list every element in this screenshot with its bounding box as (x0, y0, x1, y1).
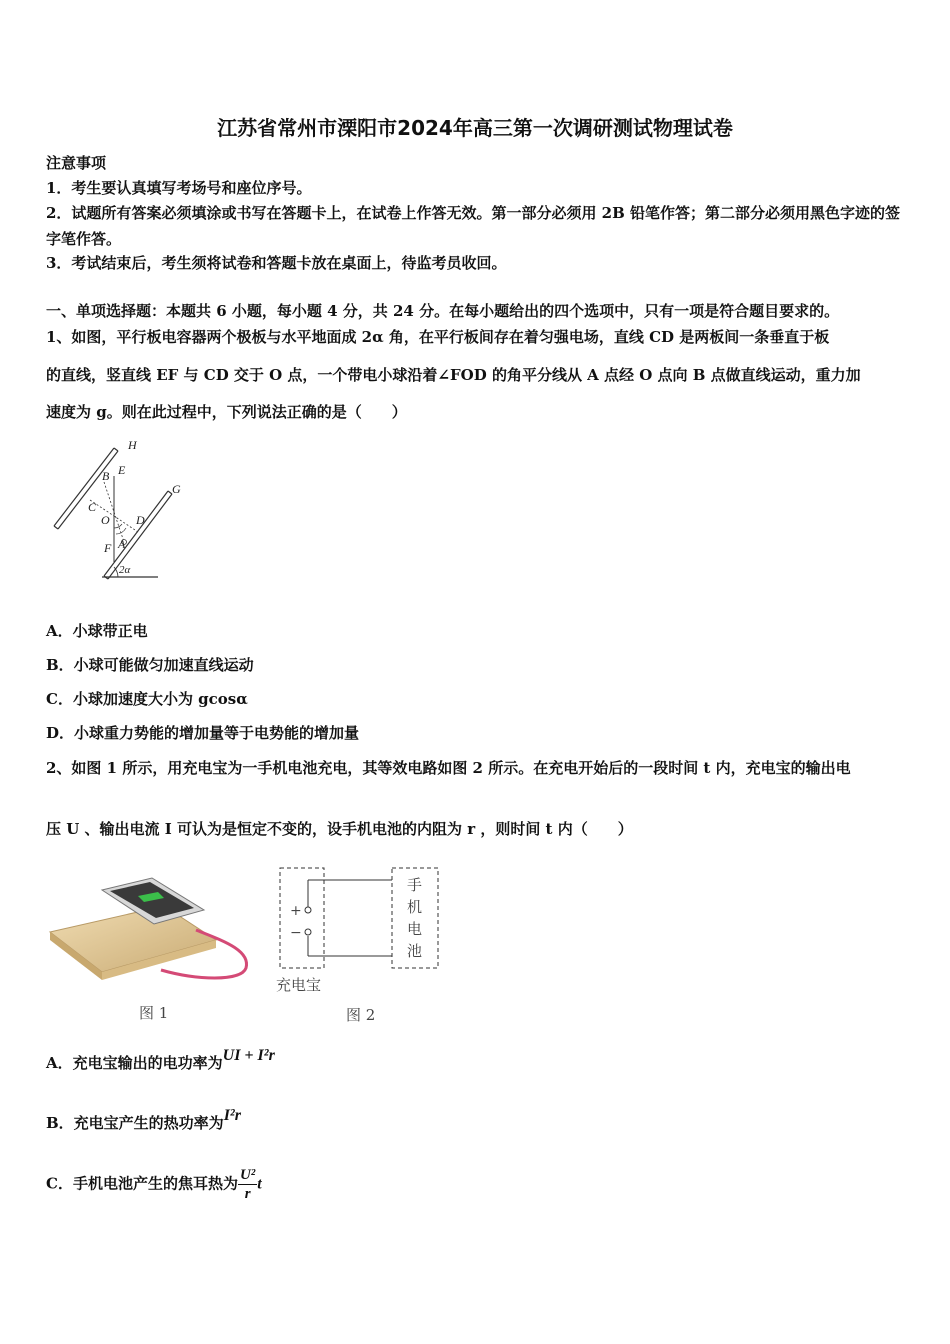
fig1-caption: 图 1 (139, 1004, 169, 1022)
q2-option-a-expr: UI + I²r (222, 1047, 275, 1064)
powerbank-label: 充电宝 (276, 976, 322, 994)
plus-sign: + (290, 903, 302, 919)
notice-item-1: 1．考生要认真填写考场号和座位序号。 (46, 179, 312, 197)
q2-text-line1: 2、如图 1 所示，用充电宝为一手机电池充电，其等效电路如图 2 所示。在充电开始后的一段时间 t 内，充电宝的输出电 (46, 759, 851, 777)
label-a: A (118, 537, 126, 551)
q2-option-b[interactable] (46, 1107, 241, 1133)
notice-item-3: 3．考试结束后，考生须将试卷和答题卡放在桌面上，待监考员收回。 (46, 254, 507, 272)
label-f: F (104, 541, 112, 555)
q1-option-d[interactable]: D．小球重力势能的增加量等于电势能的增加量 (46, 724, 360, 742)
fig2-caption: 图 2 (346, 1006, 376, 1024)
label-d: D (136, 513, 145, 527)
q2-option-c-fraction (238, 1166, 257, 1203)
q2-text-line2: 压 U 、输出电流 I 可认为是恒定不变的，设手机电池的内阻为 r ，则时间 t 内（ ） (46, 820, 633, 838)
q2-option-c-tail: t (257, 1175, 262, 1193)
page-title: 江苏省常州市溧阳市2024年高三第一次调研测试物理试卷 (217, 116, 733, 140)
label-2alpha: 2α (119, 564, 131, 576)
battery-char-4: 池 (407, 942, 423, 960)
fraction-denominator: r (244, 1186, 251, 1202)
notice-heading: 注意事项 (46, 154, 107, 172)
minus-sign: − (290, 925, 302, 941)
battery-char-2: 机 (407, 898, 423, 916)
q1-capacitor-diagram (46, 436, 196, 584)
q2-option-b-text: B．充电宝产生的热功率为 (46, 1114, 224, 1132)
q2-option-c[interactable] (46, 1166, 262, 1203)
terminal-plus (305, 907, 311, 913)
battery-char-1: 手 (407, 876, 423, 894)
notice-item-2: 2．试题所有答案必须填涂或书写在答题卡上，在试卷上作答无效。第一部分必须用 2B 铅笔作答；第二部分必须用黑色字迹的签字笔作答。 (46, 204, 901, 248)
q1-option-c[interactable]: C．小球加速度大小为 gcosα (46, 690, 248, 708)
label-b: B (102, 469, 110, 483)
q2-option-a[interactable] (46, 1047, 275, 1073)
q2-option-a-text: A．充电宝输出的电功率为 (46, 1054, 223, 1072)
powerbank-body (50, 906, 216, 972)
label-c: C (88, 500, 97, 514)
label-g: G (172, 482, 181, 496)
label-e: E (118, 463, 126, 477)
section-heading: 一、单项选择题：本题共 6 小题，每小题 4 分，共 24 分。在每小题给出的四个选项中，只有一项是符合题目要求的。 (46, 302, 840, 320)
terminal-minus (305, 929, 311, 935)
q2-option-c-text: C．手机电池产生的焦耳热为 (46, 1174, 238, 1193)
battery-char-3: 电 (407, 920, 423, 938)
label-o: O (101, 513, 110, 527)
q1-option-a[interactable]: A．小球带正电 (46, 622, 148, 640)
q1-text-line2: 的直线，竖直线 EF 与 CD 交于 O 点，一个带电小球沿着∠FOD 的角平分线从 A 点经 O 点向 B 点做直线运动，重力加 (46, 366, 861, 384)
q2-figure-1-powerbank-photo (46, 870, 261, 1030)
powerbank-box (280, 868, 324, 968)
fraction-numerator: U² (239, 1167, 256, 1183)
label-h: H (128, 438, 137, 452)
q1-option-b[interactable]: B．小球可能做匀加速直线运动 (46, 656, 254, 674)
q2-figure-2-circuit (270, 862, 450, 1030)
q1-text-line3: 速度为 g。则在此过程中，下列说法正确的是（ ） (46, 403, 407, 421)
q1-text-line1: 1、如图，平行板电容器两个极板与水平地面成 2α 角，在平行板间存在着匀强电场，直线 CD 是两板间一条垂直于板 (46, 328, 830, 346)
q2-option-b-expr: I²r (223, 1107, 241, 1124)
